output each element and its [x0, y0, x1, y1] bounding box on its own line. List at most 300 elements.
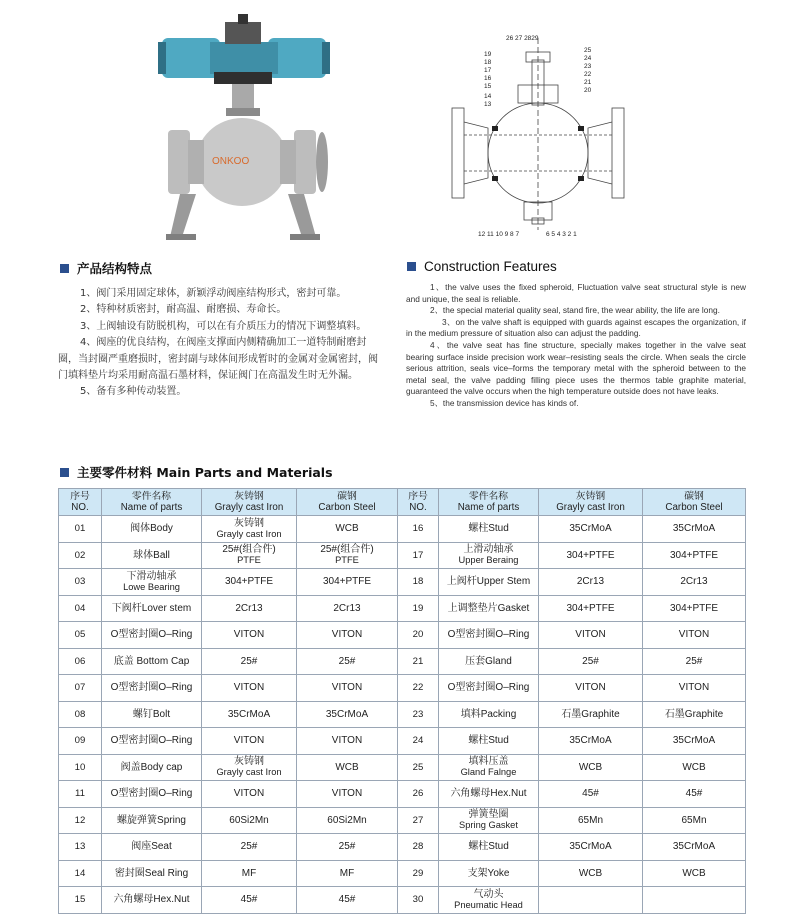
header-cn: 序号: [408, 491, 428, 502]
cell-iron: [539, 648, 643, 675]
cell-text: WCB: [682, 867, 706, 879]
cell-steel: [643, 754, 746, 781]
table-row: [59, 728, 746, 755]
cell-text: VITON: [233, 788, 265, 800]
cell-no: [398, 701, 439, 728]
cell-steel: [643, 648, 746, 675]
cell-no: [59, 675, 102, 702]
cell-iron: [202, 542, 297, 569]
cell-text: 24: [412, 735, 424, 747]
cell-iron: [202, 728, 297, 755]
cell-name: [439, 516, 539, 543]
cell-iron: [202, 834, 297, 861]
cell-no: [398, 622, 439, 649]
callout-left-2: 18: [484, 59, 492, 66]
header-cn: 碳钢: [684, 491, 704, 502]
en-feature-item: 3、on the valve shaft is equipped with guards against escapes the organization, if in the medium pressure of situation also can adjust the padding.: [406, 316, 746, 339]
cell-text: O型密封圈O–Ring: [447, 682, 530, 694]
cell-no: [59, 595, 102, 622]
cell-iron: [539, 516, 643, 543]
cell-no: [398, 834, 439, 861]
cell-text: 25#: [582, 655, 599, 667]
cell-no: [398, 648, 439, 675]
callout-right-3: 23: [584, 63, 592, 70]
cell-no: [398, 887, 439, 914]
cell-iron: [202, 516, 297, 543]
callout-right-4: 22: [584, 71, 592, 78]
cell-text-secondary: Grayly cast Iron: [216, 767, 282, 778]
header-cn: 灰铸钢: [575, 491, 606, 502]
callout-left-1: 19: [484, 51, 492, 58]
cell-text: 45#: [685, 788, 703, 800]
cell-text: MF: [339, 867, 355, 879]
cell-text: 2Cr13: [235, 602, 263, 614]
cell-text: 上阀杆Upper Stem: [446, 576, 531, 588]
cell-text: VITON: [575, 682, 606, 694]
table-header-row: [59, 489, 746, 516]
table-header-cell: [59, 489, 102, 516]
cell-text-secondary: Upper Beraing: [458, 555, 519, 566]
parts-table: [58, 488, 746, 914]
cell-no: [398, 516, 439, 543]
cell-iron: [202, 887, 297, 914]
cell-text: O型密封圈O–Ring: [110, 682, 193, 694]
cell-text: 23: [412, 708, 424, 720]
cell-no: [398, 595, 439, 622]
table-header-cell: [102, 489, 202, 516]
table-row: [59, 860, 746, 887]
cell-text: WCB: [335, 523, 359, 535]
cell-text: 25#: [685, 655, 703, 667]
cell-no: [59, 569, 102, 596]
cell-steel: [643, 701, 746, 728]
header-cn: 灰铸钢: [234, 491, 264, 502]
cell-text: 22: [412, 682, 424, 694]
table-header-cell: [398, 489, 439, 516]
header-en: Carbon Steel: [665, 502, 723, 513]
cell-text: 灰铸钢: [234, 517, 264, 529]
cell-text: 35CrMoA: [227, 708, 271, 720]
cell-text: 六角螺母Hex.Nut: [450, 788, 527, 800]
cell-name: [102, 595, 202, 622]
cell-text: 填料Packing: [460, 708, 517, 720]
cell-text: 填料压盖: [468, 756, 509, 768]
cell-steel: [297, 860, 398, 887]
cell-text: WCB: [335, 761, 359, 773]
cell-text: 35CrMoA: [325, 708, 369, 720]
cell-name: [439, 781, 539, 808]
cell-text: VITON: [678, 629, 710, 641]
cell-no: [398, 542, 439, 569]
cell-text: 25#(组合件): [320, 544, 374, 556]
cell-steel: [297, 622, 398, 649]
cell-iron: [202, 595, 297, 622]
cell-text: 01: [74, 523, 86, 535]
cell-steel: [297, 675, 398, 702]
cross-section-drawing: [448, 30, 628, 240]
cell-text: 02: [74, 549, 86, 561]
cell-name: [439, 834, 539, 861]
cell-iron: [539, 834, 643, 861]
table-row: [59, 807, 746, 834]
cell-name: [102, 834, 202, 861]
cell-text: 04: [74, 602, 86, 614]
cell-text-secondary: Lowe Bearing: [123, 581, 180, 592]
cell-text: 35CrMoA: [672, 523, 716, 535]
callout-left-6: 14: [484, 93, 492, 100]
table-row: [59, 569, 746, 596]
cell-text: 25#: [338, 655, 356, 667]
cell-name: [102, 701, 202, 728]
table-row: [59, 595, 746, 622]
cell-steel: [643, 887, 746, 914]
cell-text: 螺钉Bolt: [132, 708, 171, 720]
callout-bottom-right: 6 5 4 3 2 1: [546, 231, 577, 238]
cell-text: VITON: [575, 629, 606, 641]
cell-text: 08: [74, 708, 86, 720]
cell-text: VITON: [233, 629, 265, 641]
cell-name: [439, 860, 539, 887]
cell-name: [439, 728, 539, 755]
cell-steel: [643, 728, 746, 755]
cell-text: 六角螺母Hex.Nut: [113, 894, 190, 906]
header-en: Carbon Steel: [318, 502, 376, 513]
header-en: Grayly cast Iron: [556, 502, 625, 513]
cell-text: 30: [412, 894, 424, 906]
cell-iron: [539, 542, 643, 569]
en-feature-item: 4、the valve seat has fine structure, specially makes together in the valve seat bearing surface inside precision work wear–resisting seals the circle. When seals the circle serious attrition, seals vice–forms the temporary metal with the spheroid between to the metal seal, the valve padding filling piece uses the thermos table graphite material, guaranteed the valve occurs when the high temperature outside does not have leaks.: [406, 339, 746, 397]
cell-text: MF: [241, 867, 257, 879]
cell-text: 304+PTFE: [669, 602, 719, 614]
table-row: [59, 675, 746, 702]
cell-steel: [643, 781, 746, 808]
cell-text: 06: [74, 655, 86, 667]
cell-steel: [297, 781, 398, 808]
cell-no: [59, 860, 102, 887]
cell-text: 35CrMoA: [672, 735, 716, 747]
cell-steel: [643, 675, 746, 702]
en-feature-item: 1、the valve uses the fixed spheroid, Fluctuation valve seat structural style is new and unique, the seal is reliable.: [406, 282, 746, 304]
cell-text: VITON: [331, 682, 363, 694]
cell-no: [59, 622, 102, 649]
cell-no: [59, 728, 102, 755]
cell-no: [398, 728, 439, 755]
cn-feature-item: 3、上阀轴设有防脱机构，可以在有介质压力的情况下调整填料。: [80, 320, 367, 332]
cell-text: 25#: [338, 841, 356, 853]
header-cn: 碳钢: [337, 491, 357, 502]
cell-name: [102, 887, 202, 914]
cell-text: 2Cr13: [576, 576, 605, 588]
table-row: [59, 754, 746, 781]
cell-name: [102, 754, 202, 781]
cell-text: 压套Gland: [465, 655, 512, 667]
cell-name: [102, 781, 202, 808]
cell-text: WCB: [578, 867, 603, 879]
cell-no: [398, 781, 439, 808]
parts-section-title-text: 主要零件材料 Main Parts and Materials: [77, 465, 333, 480]
bullet-square-icon: [60, 468, 69, 477]
cell-text: 45#: [582, 788, 599, 800]
cell-no: [59, 834, 102, 861]
cell-text-secondary: Spring Gasket: [459, 820, 518, 831]
cell-name: [102, 675, 202, 702]
cell-text: 下滑动轴承: [126, 570, 177, 582]
cell-text: 阀盖Body cap: [120, 761, 183, 773]
cell-iron: [539, 860, 643, 887]
cell-name: [439, 887, 539, 914]
table-row: [59, 542, 746, 569]
cell-iron: [202, 569, 297, 596]
cell-text: 25#(组合件): [222, 544, 276, 556]
cell-text: 12: [74, 814, 86, 826]
parts-section-title: [60, 463, 333, 481]
table-header-cell: [539, 489, 643, 516]
cell-text: 阀体Body: [130, 523, 173, 535]
cell-name: [102, 648, 202, 675]
cell-no: [398, 860, 439, 887]
cell-name: [439, 648, 539, 675]
cell-no: [59, 701, 102, 728]
cell-steel: [297, 542, 398, 569]
cell-text: 螺旋弹簧Spring: [117, 814, 186, 826]
cell-text: 上调整垫片Gasket: [447, 602, 530, 614]
cell-text: 09: [74, 735, 86, 747]
table-row: [59, 887, 746, 914]
cell-name: [102, 860, 202, 887]
cell-iron: [202, 701, 297, 728]
table-header-cell: [643, 489, 746, 516]
cell-text: 上滑动轴承: [463, 544, 514, 556]
valve-photo: [150, 12, 340, 250]
cell-text: 2Cr13: [333, 602, 361, 614]
callout-left-5: 15: [484, 83, 492, 90]
cell-text: 35CrMoA: [569, 735, 612, 747]
cn-section-title: [60, 259, 152, 277]
cell-text: VITON: [331, 735, 363, 747]
cell-text: 13: [74, 841, 86, 853]
cell-name: [102, 542, 202, 569]
cell-text: 螺柱Stud: [468, 841, 509, 853]
header-en: NO.: [409, 502, 427, 513]
en-section-title-text: Construction Features: [424, 259, 557, 274]
en-section-title: [407, 259, 557, 274]
cn-feature-item: 1、阀门采用固定球体，新颖浮动阀座结构形式，密封可靠。: [80, 288, 347, 299]
cell-text: 石墨Graphite: [664, 708, 724, 720]
cell-no: [59, 807, 102, 834]
cell-name: [439, 807, 539, 834]
cell-no: [59, 781, 102, 808]
cell-text-secondary: PTFE: [237, 555, 261, 566]
cell-text: 18: [412, 576, 424, 588]
cell-text: 25: [412, 761, 424, 773]
cn-feature-item: 4、阀座的优良结构，在阀座支撑面内侧精确加工一道特制耐磨封圈，当封圈严重磨损时，密封副与球体间形成暂时的金属对金属密封，阀门填料垫片均采用耐高温石墨材料，保证阀门在高温发生时无外漏。: [58, 337, 378, 382]
bullet-square-icon: [407, 262, 416, 271]
cell-text: VITON: [331, 629, 363, 641]
cn-feature-item: 5、备有多种传动装置。: [80, 386, 187, 398]
cell-steel: [297, 648, 398, 675]
cell-text: 03: [74, 576, 86, 588]
en-features-list: [406, 282, 746, 410]
cell-text: 60Si2Mn: [327, 814, 367, 826]
cell-text: 35CrMoA: [672, 841, 716, 853]
cell-iron: [539, 807, 643, 834]
cell-no: [59, 516, 102, 543]
cell-steel: [297, 887, 398, 914]
header-en: Name of parts: [457, 502, 520, 513]
cell-iron: [202, 754, 297, 781]
cell-name: [439, 622, 539, 649]
table-row: [59, 781, 746, 808]
cell-no: [398, 569, 439, 596]
cell-name: [102, 807, 202, 834]
header-en: Name of parts: [120, 502, 183, 513]
cell-text: VITON: [678, 682, 710, 694]
cell-iron: [539, 701, 643, 728]
cell-text: 304+PTFE: [224, 576, 274, 588]
cell-text: 底盖 Bottom Cap: [113, 655, 190, 667]
cell-steel: [643, 860, 746, 887]
cell-text: 45#: [338, 894, 356, 906]
cell-steel: [297, 516, 398, 543]
cell-text: 28: [412, 841, 424, 853]
cell-text-secondary: Grayly cast Iron: [216, 528, 282, 539]
cell-text: 支架Yoke: [467, 867, 510, 879]
cell-name: [102, 728, 202, 755]
cell-text: 304+PTFE: [566, 602, 615, 614]
table-row: [59, 701, 746, 728]
cell-text: 17: [412, 549, 424, 561]
callout-left-3: 17: [484, 67, 492, 74]
cell-text: 弹簧垫圈: [468, 809, 509, 821]
cell-iron: [539, 595, 643, 622]
callout-right-5: 21: [584, 79, 592, 86]
cell-name: [102, 622, 202, 649]
cell-text: O型密封圈O–Ring: [110, 629, 193, 641]
cell-steel: [643, 834, 746, 861]
cell-steel: [297, 834, 398, 861]
table-row: [59, 834, 746, 861]
cell-text: 阀座Seat: [131, 841, 172, 853]
cell-text: 05: [74, 629, 86, 641]
cell-iron: [539, 754, 643, 781]
callout-right-1: 25: [584, 47, 592, 54]
cell-text: 20: [412, 629, 424, 641]
cell-no: [398, 807, 439, 834]
header-en: Grayly cast Iron: [214, 502, 284, 513]
cell-name: [439, 701, 539, 728]
cell-iron: [539, 569, 643, 596]
callout-right-2: 24: [584, 55, 592, 62]
bullet-square-icon: [60, 264, 69, 273]
callout-left-7: 13: [484, 101, 492, 108]
cell-steel: [297, 807, 398, 834]
cell-steel: [297, 595, 398, 622]
cell-text: 下阀杆Lover stem: [111, 602, 192, 614]
cn-section-title-text: 产品结构特点: [77, 261, 153, 276]
cell-text: 27: [412, 814, 424, 826]
cell-text: 304+PTFE: [566, 549, 615, 561]
cell-text: 60Si2Mn: [229, 814, 269, 826]
cell-iron: [539, 622, 643, 649]
cell-text: 25#: [240, 841, 258, 853]
header-cn: 零件名称: [131, 491, 172, 502]
table-header-cell: [297, 489, 398, 516]
header-cn: 零件名称: [468, 491, 509, 502]
cell-iron: [202, 622, 297, 649]
cell-no: [59, 648, 102, 675]
cell-iron: [539, 675, 643, 702]
cell-text: 灰铸钢: [234, 756, 264, 768]
cell-name: [439, 595, 539, 622]
table-row: [59, 648, 746, 675]
cell-text-secondary: Pneumatic Head: [454, 899, 523, 910]
callout-right-6: 20: [584, 87, 592, 94]
cell-steel: [297, 728, 398, 755]
cell-text: 35CrMoA: [569, 523, 612, 535]
cell-text: O型密封圈O–Ring: [447, 629, 530, 641]
cell-text: 29: [412, 867, 424, 879]
cell-name: [439, 754, 539, 781]
cell-text: VITON: [233, 682, 265, 694]
cell-text: 石墨Graphite: [561, 708, 620, 720]
cn-feature-item: 2、特种材质密封，耐高温、耐磨损、寿命长。: [80, 304, 287, 316]
cell-text: 16: [412, 523, 424, 535]
cell-iron: [539, 781, 643, 808]
table-header-cell: [202, 489, 297, 516]
cell-text: 304+PTFE: [669, 549, 719, 561]
cell-name: [102, 516, 202, 543]
cell-iron: [539, 887, 643, 914]
cell-no: [59, 887, 102, 914]
cell-text: 26: [412, 788, 424, 800]
callout-left-4: 16: [484, 75, 492, 82]
cell-no: [59, 542, 102, 569]
cn-features-list: [58, 286, 380, 401]
cell-text: 11: [75, 788, 85, 800]
cell-text: O型密封圈O–Ring: [110, 735, 193, 747]
header-cn: 序号: [70, 491, 90, 502]
header-en: NO.: [71, 502, 89, 513]
en-feature-item: 5、the transmission device has kinds of.: [430, 397, 579, 408]
cell-text: 45#: [240, 894, 258, 906]
cell-text: 气动头: [473, 888, 504, 900]
cell-text: 07: [74, 682, 86, 694]
cell-text-secondary: Gland Falnge: [460, 767, 517, 778]
cell-steel: [643, 569, 746, 596]
callout-top: 26 27 2829: [506, 35, 539, 42]
cell-iron: [202, 860, 297, 887]
cell-text: 10: [74, 761, 86, 773]
cell-iron: [539, 728, 643, 755]
cell-iron: [202, 807, 297, 834]
table-row: [59, 622, 746, 649]
cell-name: [439, 542, 539, 569]
cell-text-secondary: PTFE: [335, 555, 359, 566]
cell-text: 14: [74, 867, 86, 879]
cell-steel: [297, 569, 398, 596]
cell-iron: [202, 675, 297, 702]
cell-steel: [643, 622, 746, 649]
cell-text: O型密封圈O–Ring: [110, 788, 193, 800]
cell-steel: [297, 754, 398, 781]
table-header-cell: [439, 489, 539, 516]
callout-bottom-left: 12 11 10 9 8 7: [478, 231, 520, 238]
cell-text: WCB: [682, 761, 706, 773]
cell-text: 304+PTFE: [322, 576, 372, 588]
cell-text: 螺柱Stud: [468, 735, 509, 747]
cell-text: VITON: [331, 788, 363, 800]
cell-name: [439, 675, 539, 702]
